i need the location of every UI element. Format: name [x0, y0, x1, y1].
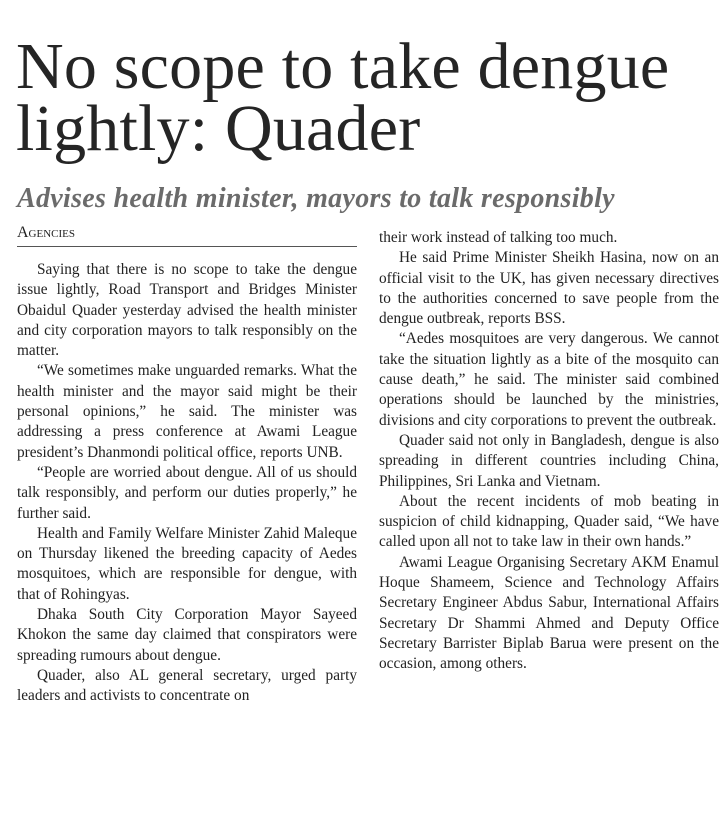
paragraph-continued: their work instead of talking too much. [379, 229, 618, 246]
paragraph: Health and Family Welfare Minister Zahid Maleque on Thursday likened the breeding capacity of Aedes mosquitoes, which are responsible for dengue, with that of Rohingyas. [17, 524, 357, 603]
paragraph: “We sometimes make unguarded remarks. What the health minister and the mayor said might be their personal opinions,” he said. The minister was addressing a press conference at Awami League president’s Dhanmondi political office, reports UNB. [17, 362, 357, 461]
paragraph: Awami League Organising Secretary AKM Enamul Hoque Shameem, Science and Technology Affairs Secretary Engineer Abdus Sabur, International Affairs Secretary Dr Shammi Ahmed and Deputy Office Secretary Barrister Biplab Barua were present on the occasion, among others. [379, 553, 719, 673]
subheadline: Advises health minister, mayors to talk responsibly [17, 183, 615, 214]
headline: No scope to take dengue lightly: Quader [16, 30, 670, 165]
byline-rule [17, 246, 357, 247]
paragraph: Dhaka South City Corporation Mayor Sayeed Khokon the same day claimed that conspirators were spreading rumours about dengue. [17, 606, 357, 664]
left-column [17, 260, 357, 707]
paragraph: About the recent incidents of mob beating in suspicion of child kidnapping, Quader said, “We have called upon all not to take law in their own hands.” [379, 492, 719, 551]
paragraph: Quader, also AL general secretary, urged party leaders and activists to concentrate on [17, 666, 357, 705]
paragraph: Saying that there is no scope to take the dengue issue lightly, Road Transport and Bridges Minister Obaidul Quader yesterday advised the health minister and city corporation mayors to talk responsibly on the matter. [17, 261, 357, 360]
right-column [379, 228, 719, 675]
paragraph: “People are worried about dengue. All of us should talk responsibly, and perform our duties properly,” he further said. [17, 463, 357, 522]
paragraph: “Aedes mosquitoes are very dangerous. We cannot take the situation lightly as a bite of the mosquito can cause death,” he said. The minister said combined operations should be launched by the ministries, divisions and city corporations to prevent the outbreak. [379, 330, 719, 429]
paragraph: He said Prime Minister Sheikh Hasina, now on an official visit to the UK, has given necessary directives to the authorities concerned to save people from the dengue outbreak, reports BSS. [379, 249, 719, 328]
paragraph: Quader said not only in Bangladesh, dengue is also spreading in different countries including China, Philippines, Sri Lanka and Vietnam. [379, 431, 719, 490]
byline: Agencies [17, 224, 75, 241]
